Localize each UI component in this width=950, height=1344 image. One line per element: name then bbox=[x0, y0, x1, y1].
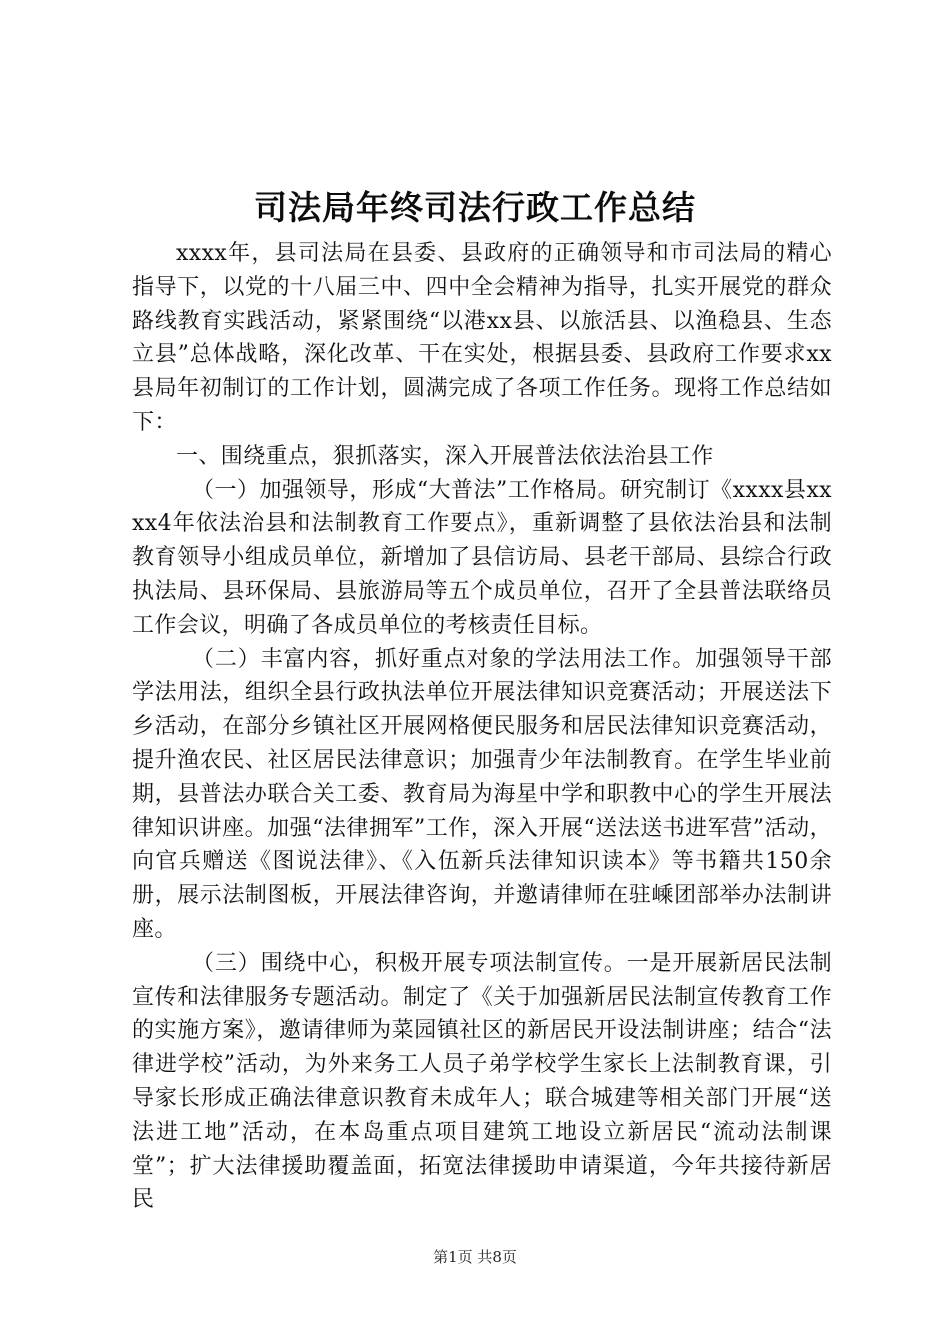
section-heading-1: 一、围绕重点，狠抓落实，深入开展普法依法治县工作 bbox=[176, 443, 714, 469]
document-body bbox=[132, 237, 832, 1217]
page-footer: 第1页 共8页 bbox=[433, 1248, 517, 1266]
paragraph-intro: xxxx年，县司法局在县委、县政府的正确领导和市司法局的精心指导下，以党的十八届三中、四中全会精神为指导，扎实开展党的群众路线教育实践活动，紧紧围绕“以港xx县、以旅活县、以渔稳县、生态立县”总体战略，深化改革、干在实处，根据县委、县政府工作要求xx县局年初制订的工作计划，圆满完成了各项工作任务。现将工作总结如下： bbox=[132, 241, 832, 435]
paragraph-1-2: （二）丰富内容，抓好重点对象的学法用法工作。加强领导干部学法用法，组织全县行政执法单位开展法律知识竞赛活动；开展送法下乡活动，在部分乡镇社区开展网格便民服务和居民法律知识竞赛活动，提升渔农民、社区居民法律意识；加强青少年法制教育。在学生毕业前期，县普法办联合关工委、教育局为海星中学和职教中心的学生开展法律知识讲座。加强“法律拥军”工作，深入开展“送法送书进军营”活动，向官兵赠送《图说法律》、《入伍新兵法律知识读本》等书籍共150余册，展示法制图板，开展法律咨询，并邀请律师在驻嵊团部举办法制讲座。 bbox=[132, 646, 832, 942]
document-title: 司法局年终司法行政工作总结 bbox=[254, 188, 696, 227]
paragraph-1-3: （三）围绕中心，积极开展专项法制宣传。一是开展新居民法制宣传和法律服务专题活动。制定了《关于加强新居民法制宣传教育工作的实施方案》，邀请律师为菜园镇社区的新居民开设法制讲座；结合“法律进学校”活动，为外来务工人员子弟学校学生家长上法制教育课，引导家长形成正确法律意识教育未成年人；联合城建等相关部门开展“送法进工地”活动，在本岛重点项目建筑工地设立新居民“流动法制课堂”；扩大法律援助覆盖面，拓宽法律援助申请渠道，今年共接待新居民 bbox=[132, 950, 832, 1213]
paragraph-1-1: （一）加强领导，形成“大普法”工作格局。研究制订《xxxx县xxxx4年依法治县和法制教育工作要点》，重新调整了县依法治县和法制教育领导小组成员单位，新增加了县信访局、县老干部局、县综合行政执法局、县环保局、县旅游局等五个成员单位，召开了全县普法联络员工作会议，明确了各成员单位的考核责任目标。 bbox=[132, 477, 832, 638]
